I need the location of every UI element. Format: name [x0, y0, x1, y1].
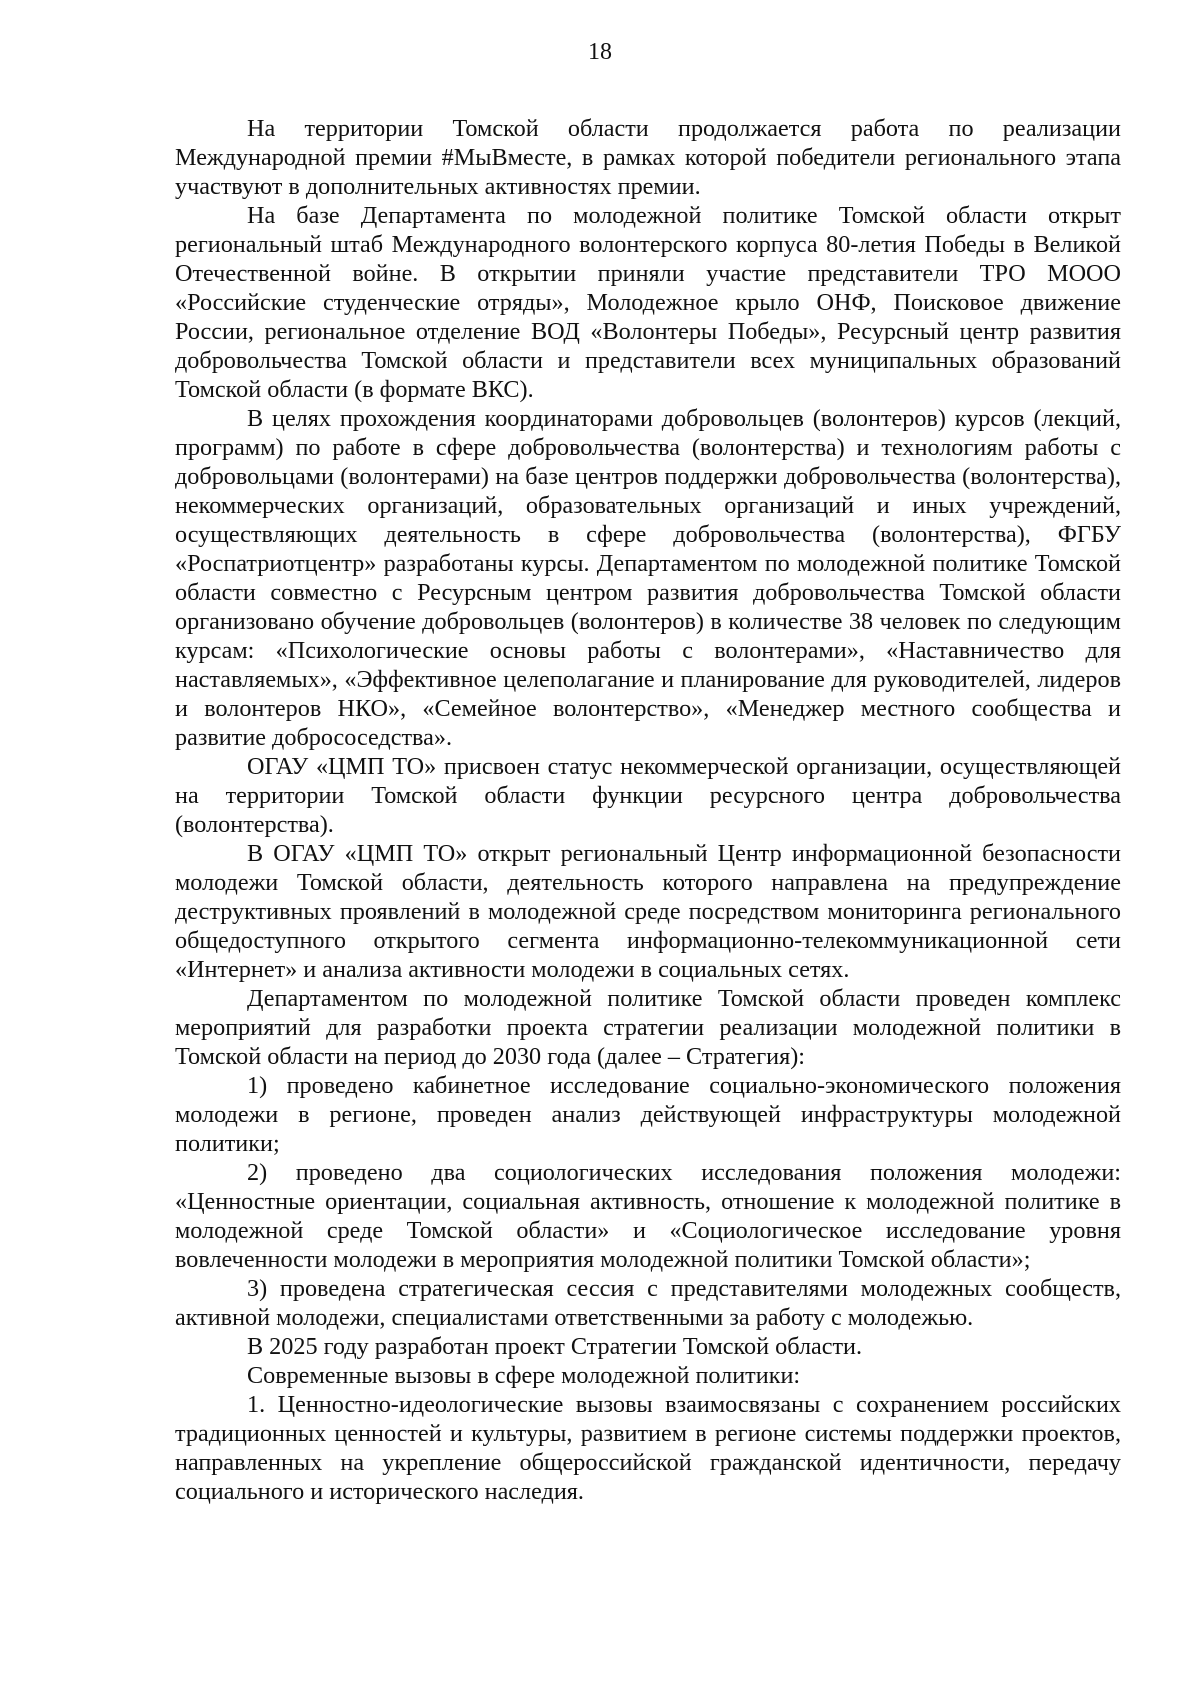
paragraph-challenges-heading: Современные вызовы в сфере молодежной политики:	[247, 1362, 801, 1389]
list-item-desk-research: 1) проведено кабинетное исследование социально-экономического положения молодежи в регионе, проведен анализ действующей инфраструктуры молодежной политики;	[175, 1072, 1121, 1157]
list-item-sociological-studies: 2) проведено два социологических исследования положения молодежи: «Ценностные ориентации, социальная активность, отношение к молодежной политике в молодежной среде Томской области» и «Социологическое исследование уровня вовлеченности молодежи в мероприятия молодежной политики Томской области»;	[175, 1159, 1121, 1273]
paragraph-coordinator-courses: В целях прохождения координаторами добровольцев (волонтеров) курсов (лекций, программ) по работе в сфере добровольчества (волонтерства) и технологиям работы с добровольцами (волонтерами) на базе центров поддержки добровольчества (волонтерства), некоммерческих организаций, образовательных организаций и иных учреждений, осуществляющих деятельность в сфере добровольчества (волонтерства), ФГБУ «Роспатриотцентр» разработаны курсы. Департаментом по молодежной политике Томской области совместно с Ресурсным центром развития добровольчества Томской области организовано обучение добровольцев (волонтеров) в количестве 38 человек по следующим курсам: «Психологические основы работы с волонтерами», «Наставничество для наставляемых», «Эффективное целеполагание и планирование для руководителей, лидеров и волонтеров НКО», «Семейное волонтерство», «Менеджер местного сообщества и развитие добрососедства».	[175, 405, 1121, 751]
paragraph-strategy-draft: В 2025 году разработан проект Стратегии Томской области.	[247, 1333, 863, 1360]
document-body	[175, 114, 1121, 1506]
page-number: 18	[588, 39, 612, 65]
paragraph-strategy-measures: Департаментом по молодежной политике Томской области проведен комплекс мероприятий для разработки проекта стратегии реализации молодежной политики в Томской области на период до 2030 года (далее – Стратегия):	[175, 985, 1121, 1070]
paragraph-ogau-status: ОГАУ «ЦМП ТО» присвоен статус некоммерческой организации, осуществляющей на территории Томской области функции ресурсного центра добровольчества (волонтерства).	[175, 753, 1121, 838]
list-item-strategic-session: 3) проведена стратегическая сессия с представителями молодежных сообществ, активной молодежи, специалистами ответственными за работу с молодежью.	[175, 1275, 1121, 1331]
paragraph-international-award: На территории Томской области продолжается работа по реализации Международной премии #МыВместе, в рамках которой победители регионального этапа участвуют в дополнительных активностях премии.	[175, 115, 1121, 200]
paragraph-info-security-center: В ОГАУ «ЦМП ТО» открыт региональный Центр информационной безопасности молодежи Томской области, деятельность которого направлена на предупреждение деструктивных проявлений в молодежной среде посредством мониторинга регионального общедоступного открытого сегмента информационно-телекоммуникационной сети «Интернет» и анализа активности молодежи в социальных сетях.	[175, 840, 1121, 983]
list-item-value-challenges: 1. Ценностно-идеологические вызовы взаимосвязаны с сохранением российских традиционных ценностей и культуры, развитием в регионе системы поддержки проектов, направленных на укрепление общероссийской гражданской идентичности, передачу социального и исторического наследия.	[175, 1391, 1121, 1505]
paragraph-volunteer-corps-hq: На базе Департамента по молодежной политике Томской области открыт региональный штаб Международного волонтерского корпуса 80-летия Победы в Великой Отечественной войне. В открытии приняли участие представители ТРО МООО «Российские студенческие отряды», Молодежное крыло ОНФ, Поисковое движение России, региональное отделение ВОД «Волонтеры Победы», Ресурсный центр развития добровольчества Томской области и представители всех муниципальных образований Томской области (в формате ВКС).	[175, 202, 1121, 403]
